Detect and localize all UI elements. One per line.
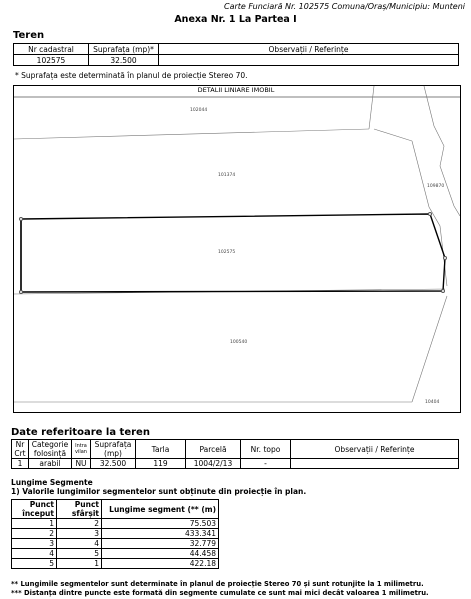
footnote-2: *** Distanța dintre puncte este formată din segmente cumulate ce sunt mai mici decât valoarea 1 milimetru. (11, 589, 429, 597)
cell-start: 4 (12, 549, 57, 559)
map-label: 10404 (425, 400, 440, 405)
cell-end: 5 (57, 549, 102, 559)
col-punct-inceput: Punct început (12, 500, 57, 519)
col-parcela: Parcelă (186, 440, 241, 459)
parcel-map (14, 86, 460, 412)
table-row (12, 539, 219, 549)
col-observatii: Observații / Referințe (291, 440, 459, 459)
map-frame (13, 85, 461, 413)
cell-observatii (159, 55, 459, 66)
col-nr-crt: Nr Crt (12, 440, 29, 459)
map-label: 100540 (230, 340, 248, 345)
cell-start: 1 (12, 519, 57, 529)
cell-categorie: arabil (29, 459, 72, 469)
col-intravilan: Intra vilan (72, 440, 91, 459)
table-row (12, 529, 219, 539)
cell-nr-cadastral: 102575 (14, 55, 89, 66)
cell-suprafata: 32.500 (89, 55, 159, 66)
cell-length: 32.779 (102, 539, 219, 549)
col-categorie: Categorie folosință (29, 440, 72, 459)
cell-end: 4 (57, 539, 102, 549)
col-suprafata: Suprafața (mp)* (89, 44, 159, 55)
teren-table (13, 43, 459, 66)
lungime-title: Lungime Segmente (11, 478, 93, 487)
teren-note: * Suprafața este determinată în planul de proiecție Stereo 70. (15, 71, 248, 80)
cell-suprafata: 32.500 (91, 459, 136, 469)
col-tarla: Tarla (136, 440, 186, 459)
col-punct-sfarsit: Punct sfârșit (57, 500, 102, 519)
cell-length: 75.503 (102, 519, 219, 529)
map-label: 101374 (218, 173, 236, 178)
cell-length: 422.18 (102, 559, 219, 569)
date-teren-table (11, 439, 459, 469)
col-suprafata: Suprafața (mp) (91, 440, 136, 459)
map-label: 102575 (218, 250, 236, 255)
col-lungime: Lungime segment (** (m) (102, 500, 219, 519)
col-nr-cadastral: Nr cadastral (14, 44, 89, 55)
map-label: 109870 (427, 184, 445, 189)
cell-intravilan: NU (72, 459, 91, 469)
teren-title: Teren (13, 30, 45, 41)
map-title: DETALII LINIARE IMOBIL (197, 86, 275, 94)
cell-nr-topo: - (241, 459, 291, 469)
footnote-1: ** Lungimile segmentelor sunt determinate în planul de proiecție Stereo 70 și sunt rotunjite la 1 milimetru. (11, 580, 424, 588)
cell-end: 1 (57, 559, 102, 569)
table-row (12, 459, 459, 469)
map-label: 102044 (190, 108, 208, 113)
cell-length: 433.341 (102, 529, 219, 539)
cell-observatii (291, 459, 459, 469)
anexa-title: Anexa Nr. 1 La Partea I (174, 14, 297, 25)
cell-start: 5 (12, 559, 57, 569)
table-row (12, 519, 219, 529)
lungime-subtitle: 1) Valorile lungimilor segmentelor sunt obținute din proiecție în plan. (11, 487, 307, 496)
cell-parcela: 1004/2/13 (186, 459, 241, 469)
cell-start: 2 (12, 529, 57, 539)
date-teren-title: Date referitoare la teren (11, 427, 150, 438)
col-observatii: Observații / Referințe (159, 44, 459, 55)
lungime-table (11, 499, 219, 569)
cell-length: 44.458 (102, 549, 219, 559)
header-cf: Carte Funciară Nr. 102575 Comuna/Oraș/Municipiu: Munteni (223, 2, 465, 11)
table-row (12, 559, 219, 569)
col-nr-topo: Nr. topo (241, 440, 291, 459)
cell-end: 3 (57, 529, 102, 539)
cell-nr-crt: 1 (12, 459, 29, 469)
cell-tarla: 119 (136, 459, 186, 469)
cell-end: 2 (57, 519, 102, 529)
table-row (12, 549, 219, 559)
cell-start: 3 (12, 539, 57, 549)
